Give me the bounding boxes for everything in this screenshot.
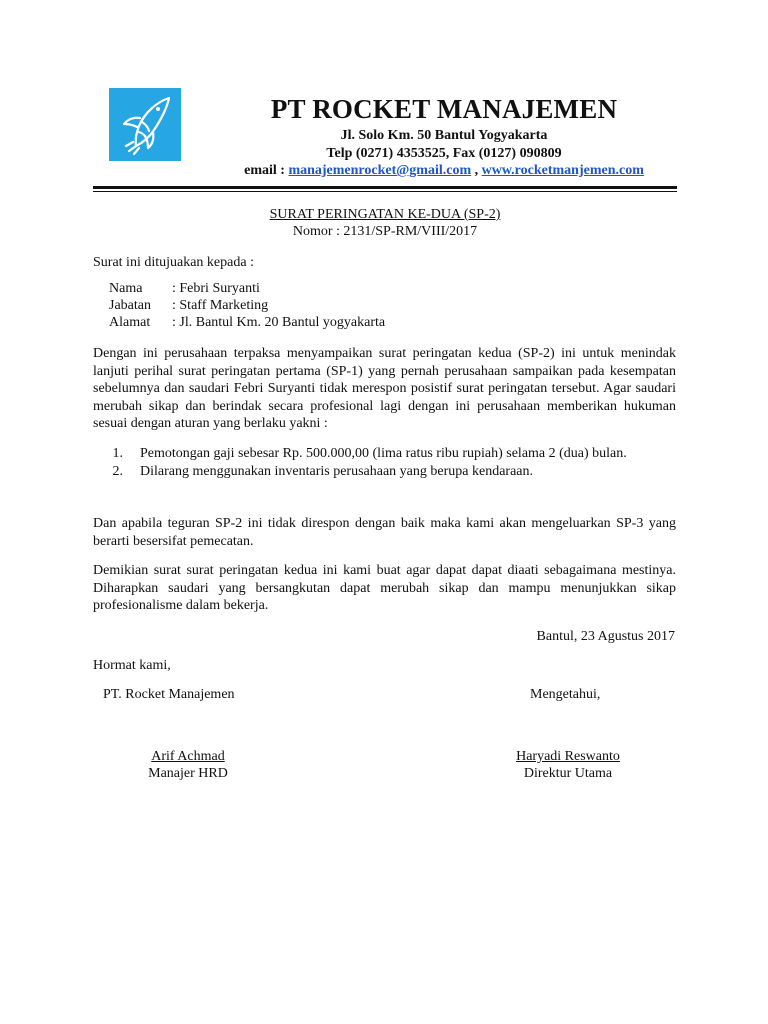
closing-regards: Hormat kami, xyxy=(93,658,171,673)
signatory-name: Haryadi Reswanto xyxy=(516,749,620,764)
acknowledged-label: Mengetahui, xyxy=(530,687,601,702)
signatory-role: Direktur Utama xyxy=(523,766,613,781)
rocket-fish-logo-icon xyxy=(109,88,181,161)
company-phone-fax: Telp (0271) 4353525, Fax (0127) 090809 xyxy=(326,146,562,161)
website-link[interactable]: www.rocketmanjemen.com xyxy=(481,163,644,178)
recipient-row-name xyxy=(109,281,385,298)
recipient-details xyxy=(109,281,385,332)
recipient-label: Alamat xyxy=(109,315,151,330)
email-label: email : xyxy=(244,163,285,178)
body-paragraph-3: Demikian surat surat peringatan kedua ini kami buat agar dapat dapat diaati sebagaimana mestinya. Diharapkan saudari yang bersangkutan dapat merubah sikap dan mampu menunjukkan sikap profesionalisme dalam bekerja. xyxy=(93,563,676,614)
letter-title: SURAT PERINGATAN KE-DUA (SP-2) xyxy=(269,207,501,222)
email-link[interactable]: manajemenrocket@gmail.com xyxy=(288,163,472,178)
header-divider-thick xyxy=(93,186,677,189)
recipient-value: : Febri Suryanti xyxy=(172,281,260,296)
list-item xyxy=(93,463,676,481)
signatory-role: Manajer HRD xyxy=(148,766,228,781)
contact-separator: , xyxy=(474,163,479,178)
company-contact-line xyxy=(200,163,688,179)
body-paragraph-2: Dan apabila teguran SP-2 ini tidak direspon dengan baik maka kami akan mengeluarkan SP-3 yang berarti besersifat pemecatan. xyxy=(93,516,676,549)
recipient-row-position xyxy=(109,298,385,315)
recipient-value: : Staff Marketing xyxy=(172,298,269,313)
penalty-list xyxy=(93,445,676,480)
recipient-label: Jabatan xyxy=(109,298,151,313)
signing-company: PT. Rocket Manajemen xyxy=(103,687,235,702)
list-number: 2. xyxy=(112,463,123,479)
list-text: Pemotongan gaji sebesar Rp. 500.000,00 (lima ratus ribu rupiah) selama 2 (dua) bulan. xyxy=(140,446,627,461)
signature-left xyxy=(130,748,246,782)
signature-right xyxy=(498,748,638,782)
letter-intro: Surat ini ditujuakan kepada : xyxy=(93,255,254,270)
body-paragraph-1: Dengan ini perusahaan terpaksa menyampaikan surat peringatan kedua (SP-2) ini untuk menindak lanjuti perihal surat peringatan pertama (SP-1) yang pernah perusahaan sampaikan pada kesempatan sebelumnya dan saudari Febri Suryanti tidak merespon posistif surat peringatan tersebut. Agar saudari merubah sikap dan berindak secara profesional lagi dengan ini perusahaan memberikan hukuman sesuai dengan aturan yang berlaku yakni : xyxy=(93,346,676,432)
company-logo xyxy=(109,88,181,161)
letter-number: Nomor : 2131/SP-RM/VIII/2017 xyxy=(292,224,478,239)
company-name: PT ROCKET MANAJEMEN xyxy=(270,94,618,124)
signatory-name: Arif Achmad xyxy=(151,749,225,764)
recipient-row-address xyxy=(109,315,385,332)
company-address: Jl. Solo Km. 50 Bantul Yogyakarta xyxy=(340,128,548,143)
list-text: Dilarang menggunakan inventaris perusahaan yang berupa kendaraan. xyxy=(140,463,534,479)
letter-date: Bantul, 23 Agustus 2017 xyxy=(536,629,675,644)
recipient-label: Nama xyxy=(109,281,143,296)
list-number: 1. xyxy=(112,446,123,461)
list-item xyxy=(93,445,676,463)
recipient-value: : Jl. Bantul Km. 20 Bantul yogyakarta xyxy=(172,315,386,330)
header-divider-thin xyxy=(93,191,677,192)
